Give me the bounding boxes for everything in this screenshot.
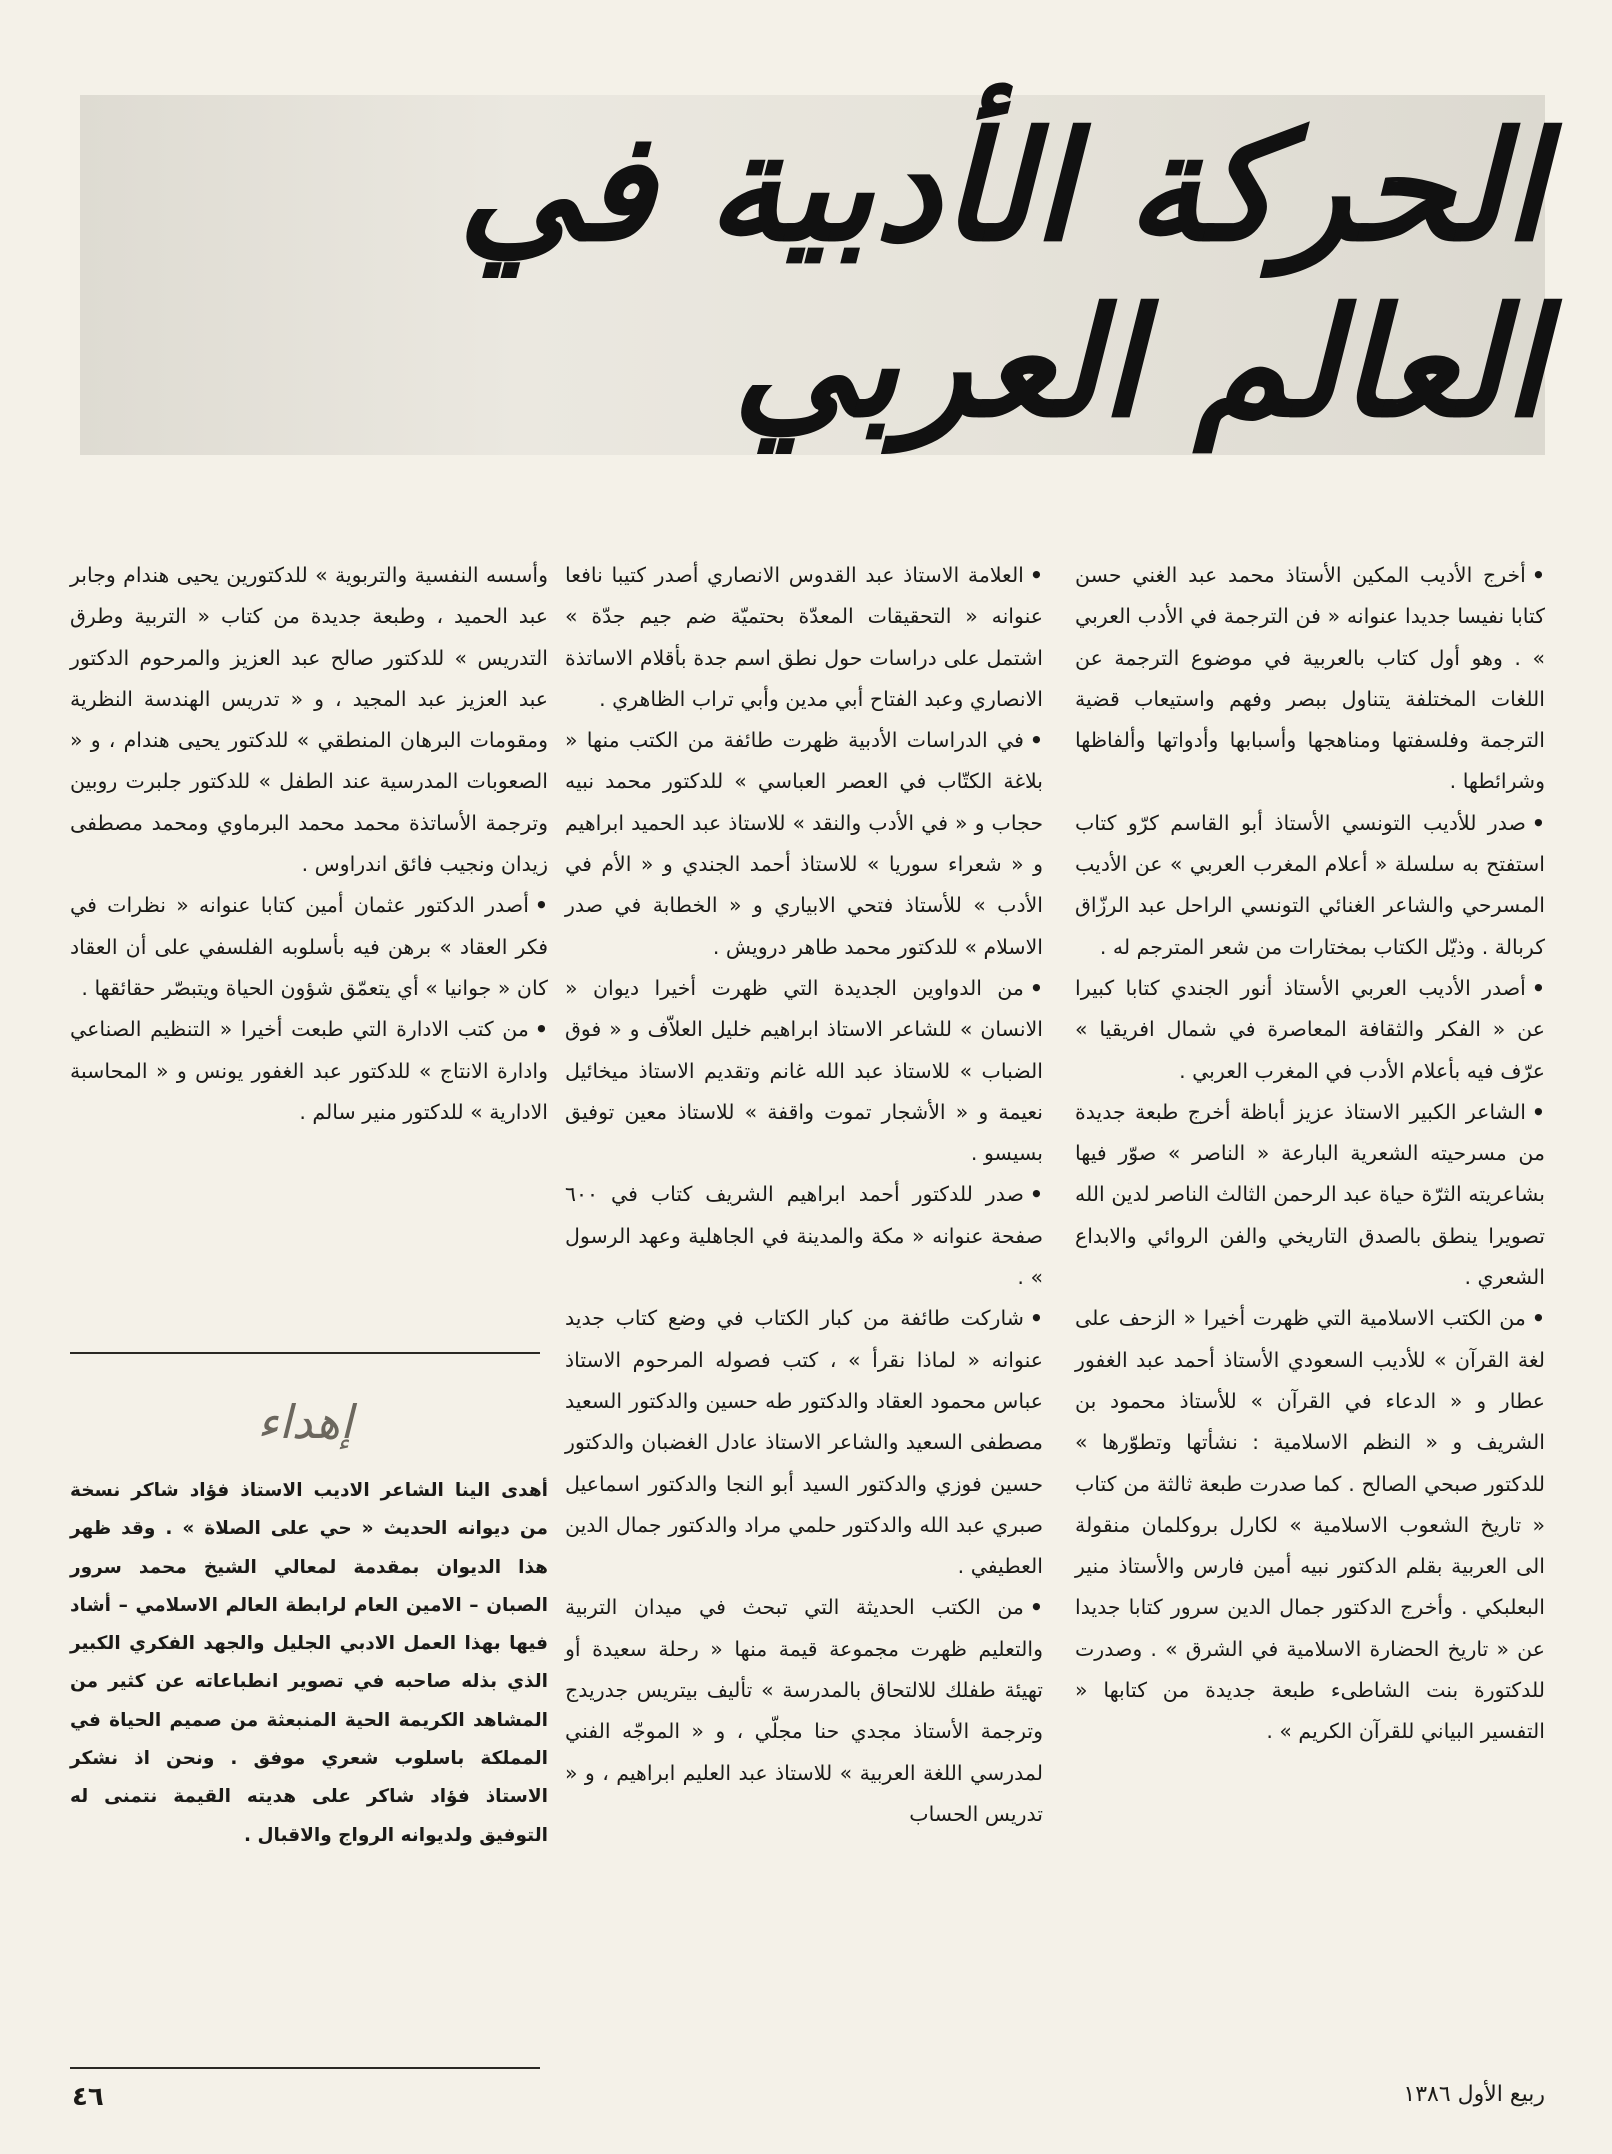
bullet-icon: •: [1531, 1099, 1545, 1124]
article-paragraph: [1075, 968, 1545, 1092]
bullet-icon: •: [1531, 975, 1545, 1000]
article-paragraph: [565, 555, 1043, 720]
article-paragraph: [1075, 803, 1545, 968]
bullet-icon: •: [1029, 1182, 1043, 1207]
column-middle: [565, 555, 1043, 1835]
paragraph-text: أصدر الأديب العربي الأستاذ أنور الجندي كتابا كبيرا عن « الفكر والثقافة المعاصرة في شمال افريقيا » عرّف فيه بأعلام الأدب في المغرب العربي .: [1075, 975, 1545, 1083]
gift-heading: إهداء: [257, 1395, 353, 1449]
bullet-icon: •: [1531, 1306, 1545, 1331]
gift-body: أهدى الينا الشاعر الاديب الاستاذ فؤاد شاكر نسخة من ديوانه الحديث « حي على الصلاة » . وقد ظهر هذا الديوان بمقدمة لمعالي الشيخ محمد سرور الصبان – الامين العام لرابطة العالم الاسلامي – أشاد فيها بهذا العمل الادبي الجليل والجهد الفكري الكبير الذي بذله صاحبه في تصوير انطباعاته عن كثير من المشاهد الكريمة الحية المنبعثة من صميم الحياة في المملكة باسلوب شعري موفق . ونحن اذ نشكر الاستاذ فؤاد شاكر على هديته القيمة نتمنى له التوفيق ولديوانه الرواج والاقبال .: [70, 1480, 548, 1846]
bullet-icon: •: [1029, 975, 1043, 1000]
paragraph-text: أخرج الأديب المكين الأستاذ محمد عبد الغني حسن كتابا نفيسا جديدا عنوانه « فن الترجمة في الأدب العربي » . وهو أول كتاب بالعربية في موضوع الترجمة عن اللغات المختلفة يتناول ببصر وفهم واستيعاب قضية الترجمة وفلسفتها ومناهجها وأسبابها وأدواتها وألفاظها وشرائطها .: [1075, 563, 1545, 794]
article-paragraph: [565, 720, 1043, 968]
article-paragraph: [1075, 555, 1545, 803]
paragraph-text: أصدر الدكتور عثمان أمين كتابا عنوانه « نظرات في فكر العقاد » برهن فيه بأسلوبه الفلسفي على أن العقاد كان « جوانيا » أي يتعمّق شؤون الحياة ويتبصّر حقائقها .: [70, 893, 548, 1000]
paragraph-text: شاركت طائفة من كبار الكتاب في وضع كتاب جديد عنوانه « لماذا نقرأ » ، كتب فصوله المرحوم الاستاذ عباس محمود العقاد والدكتور طه حسين والدكتور السعيد مصطفى السعيد والشاعر الاستاذ عادل الغضبان والدكتور حسين فوزي والدكتور السيد أبو النجا والدكتور اسماعيل صبري عبد الله والدكتور حلمي مراد والدكتور جمال الدين العطيفي .: [565, 1306, 1043, 1579]
paragraph-text: الشاعر الكبير الاستاذ عزيز أباظة أخرج طبعة جديدة من مسرحيته الشعرية البارعة « الناصر » صوّر فيها بشاعريته الثرّة حياة عبد الرحمن الثالث الناصر لدين الله تصويرا ينطق بالصدق التاريخي والفن الروائي والابداع الشعري .: [1075, 1099, 1545, 1290]
bullet-icon: •: [1029, 1306, 1043, 1331]
article-paragraph: [70, 1009, 548, 1133]
bullet-icon: •: [534, 1017, 548, 1042]
paragraph-text: صدر للدكتور أحمد ابراهيم الشريف كتاب في ٦٠٠ صفحة عنوانه « مكة والمدينة في الجاهلية وعهد الرسول » .: [565, 1182, 1043, 1290]
article-paragraph: [565, 1587, 1043, 1835]
column-left: [70, 555, 548, 1133]
article-paragraph: [565, 1174, 1043, 1298]
bullet-icon: •: [1531, 563, 1545, 587]
article-paragraph: [70, 885, 548, 1009]
page-number: ٤٦: [72, 2082, 104, 2112]
bullet-icon: •: [1029, 1595, 1043, 1620]
section-divider: [70, 1352, 540, 1354]
bullet-icon: •: [1531, 810, 1545, 835]
issue-date: ربيع الأول ١٣٨٦: [1403, 2082, 1545, 2107]
paragraph-text: في الدراسات الأدبية ظهرت طائفة من الكتب منها « بلاغة الكتّاب في العصر العباسي » للدكتور محمد نبيه حجاب و « في الأدب والنقد » للاستاذ عبد الحميد ابراهيم و « شعراء سوريا » للاستاذ أحمد الجندي و « الأم في الأدب » للأستاذ فتحي الابياري و « الخطابة في صدر الاسلام » للدكتور محمد طاهر درويش .: [565, 728, 1043, 959]
article-paragraph: [1075, 1298, 1545, 1752]
paragraph-text: من الكتب الاسلامية التي ظهرت أخيرا « الزحف على لغة القرآن » للأديب السعودي الأستاذ أحمد عبد الغفور عطار و « الدعاء في القرآن » للأستاذ محمود بن الشريف و « النظم الاسلامية : نشأتها وتطوّرها » للدكتور صبحي الصالح . كما صدرت طبعة ثالثة من كتاب « تاريخ الشعوب الاسلامية » لكارل بروكلمان منقولة الى العربية بقلم الدكتور نبيه أمين فارس والأستاذ منير البعلبكي . وأخرج الدكتور جمال الدين سرور كتابا جديدا عن « تاريخ الحضارة الاسلامية في الشرق » . وصدرت للدكتورة بنت الشاطىء طبعة جديدة من كتابها « التفسير البياني للقرآن الكريم » .: [1075, 1306, 1545, 1744]
bullet-icon: •: [1029, 563, 1043, 587]
bullet-icon: •: [534, 893, 548, 918]
bullet-icon: •: [1029, 728, 1043, 753]
column-right: [1075, 555, 1545, 1753]
article-paragraph: [70, 555, 548, 885]
paragraph-text: من كتب الادارة التي طبعت أخيرا « التنظيم الصناعي وادارة الانتاج » للدكتور عبد الغفور يونس و « المحاسبة الادارية » للدكتور منير سالم .: [70, 1017, 548, 1124]
paragraph-text: من الكتب الحديثة التي تبحث في ميدان التربية والتعليم ظهرت مجموعة قيمة منها « رحلة سعيدة أو تهيئة طفلك للالتحاق بالمدرسة » تأليف بيتريس جدريدج وترجمة الأستاذ مجدي حنا مجلّي ، و « الموجّه الفني لمدرسي اللغة العربية » للاستاذ عبد العليم ابراهيم ، و « تدريس الحساب: [565, 1595, 1043, 1826]
article-paragraph: [1075, 1092, 1545, 1298]
paragraph-text: العلامة الاستاذ عبد القدوس الانصاري أصدر كتيبا نافعا عنوانه « التحقيقات المعدّة بحتميّة ضم جيم جدّة » اشتمل على دراسات حول نطق اسم جدة بأقلام الاساتذة الانصاري وعبد الفتاح أبي مدين وأبي تراب الظاهري .: [565, 563, 1043, 711]
paragraph-text: وأسسه النفسية والتربوية » للدكتورين يحيى هندام وجابر عبد الحميد ، وطبعة جديدة من كتاب « التربية وطرق التدريس » للدكتور صالح عبد العزيز والمرحوم الدكتور عبد العزيز عبد المجيد ، و « تدريس الهندسة النظرية ومقومات البرهان المنطقي » للدكتور يحيى هندام ، و « الصعوبات المدرسية عند الطفل » للدكتور جلبرت روبين وترجمة الأساتذة محمد محمد البرماوي ومحمد مصطفى زيدان ونجيب فائق اندراوس .: [70, 563, 548, 877]
paragraph-text: من الدواوين الجديدة التي ظهرت أخيرا ديوان « الانسان » للشاعر الاستاذ ابراهيم خليل العلاّف و « فوق الضباب » للاستاذ عبد الله غانم وتقديم الاستاذ ميخائيل نعيمة و « الأشجار تموت واقفة » للاستاذ معين توفيق بسيسو .: [565, 975, 1043, 1166]
article-paragraph: [565, 968, 1043, 1174]
paragraph-text: صدر للأديب التونسي الأستاذ أبو القاسم كرّو كتاب استفتح به سلسلة « أعلام المغرب العربي » عن الأديب المسرحي والشاعر الغنائي التونسي الراحل عبد الرزّاق كربالة . وذيّل الكتاب بمختارات من شعر المترجم له .: [1075, 810, 1545, 959]
page-title: الحركة الأدبية في العالم العربي: [457, 99, 1545, 451]
bottom-divider: [70, 2067, 540, 2069]
article-paragraph: [565, 1298, 1043, 1587]
